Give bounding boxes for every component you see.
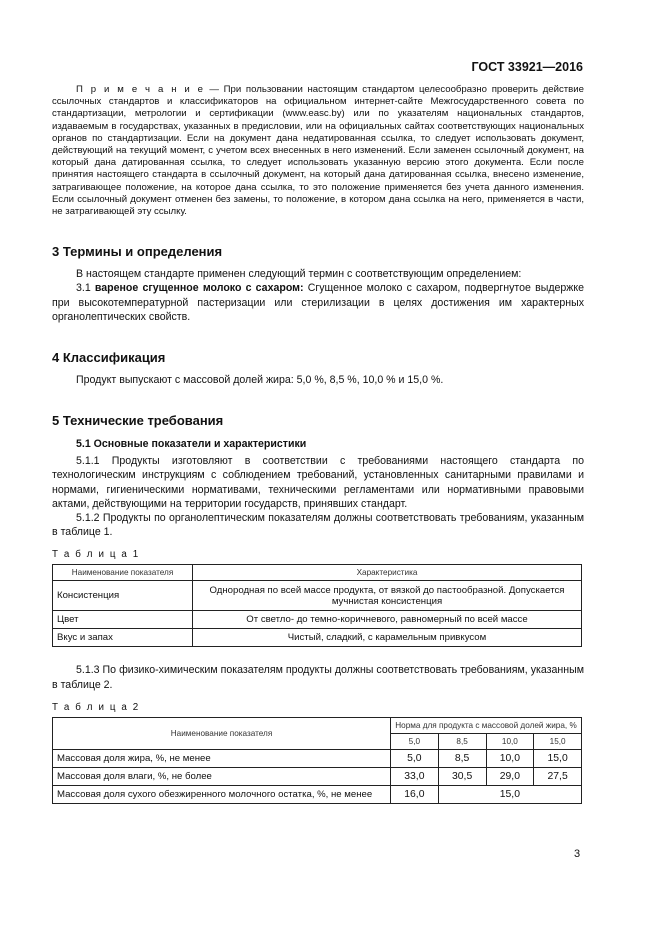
table-cell: 29,0 [486, 767, 534, 785]
section-5-heading: 5 Технические требования [52, 413, 224, 429]
table-cell: Массовая доля влаги, %, не более [53, 767, 391, 785]
table-2-header-norm: Норма для продукта с массовой долей жира, % [391, 717, 582, 733]
table-cell: 16,0 [391, 785, 439, 803]
paragraph-5-1-2: 5.1.2 Продукты по органолептическим показателям должны соответствовать требованиям, указанным в таблице 1. [52, 512, 584, 539]
table-cell: Массовая доля жира, %, не менее [53, 749, 391, 767]
table-cell: Вкус и запах [53, 629, 193, 647]
table-row [53, 785, 582, 803]
table-row [53, 581, 582, 611]
section-3-intro: В настоящем стандарте применен следующий термин с соответствующим определением: [76, 268, 522, 281]
table-cell: 15,0 [438, 785, 581, 803]
table-cell: Чистый, сладкий, с карамельным привкусом [193, 629, 582, 647]
reference-note [52, 84, 584, 218]
fat-column-header: 15,0 [534, 733, 582, 749]
page-body [52, 84, 584, 804]
section-4-text: Продукт выпускают с массовой долей жира: 5,0 %, 8,5 %, 10,0 % и 15,0 %. [76, 374, 444, 387]
fat-column-header: 5,0 [391, 733, 439, 749]
table-cell: 33,0 [391, 767, 439, 785]
table-2 [52, 717, 582, 804]
table-row [53, 749, 582, 767]
note-text: — При пользовании настоящим стандартом целесообразно проверить действие ссылочных стандартов и классификаторов на официальном интернет-сайте Межгосударственного совета по стандартизации, метрологии и сертификации (www.easc.by) или по указателям национальных стандартов, издаваемым в государствах, указанных в предисловии, или на официальных сайтах соответствующих национальных органов по стандартизации. Если на документ дана недатированная ссылка, то следует использовать документ, действующий на текущий момент, с учетом всех внесенных в него изменений. Если заменен ссылочный документ, на который дана датированная ссылка, то следует использовать указанную версию этого документа. Если после принятия настоящего стандарта в ссылочный документ, на который дана датированная ссылка, внесено изменение, затрагивающее положение, на которое дана ссылка, то это положение применяется без учета данного изменения. Если ссылочный документ отменен без замены, то положение, в котором дана ссылка на него, применяется в части, не затрагивающей эту ссылку. [52, 84, 584, 218]
subsection-5-1-heading: 5.1 Основные показатели и характеристики [76, 438, 307, 451]
section-4-heading: 4 Классификация [52, 350, 166, 366]
fat-column-header: 10,0 [486, 733, 534, 749]
term-text: Сгущенное молоко с сахаром, подвергнутое выдержке при высокотемпературной пастеризации или стерилизации в целях достижения им характерных органолептических свойств. [52, 282, 585, 323]
table-cell: Консистенция [53, 581, 193, 611]
table-row [53, 611, 582, 629]
table-cell: 15,0 [534, 749, 582, 767]
table-cell: 5,0 [391, 749, 439, 767]
note-label: П р и м е ч а н и е [76, 84, 205, 95]
table-cell: 30,5 [438, 767, 486, 785]
table-1-header-name: Наименование показателя [53, 565, 193, 581]
table-2-header-name: Наименование показателя [53, 717, 391, 749]
term-name: вареное сгущенное молоко с сахаром: [94, 282, 304, 295]
table-1-header-characteristic: Характеристика [193, 565, 582, 581]
term-definition [52, 281, 584, 324]
paragraph-5-1-1: 5.1.1 Продукты изготовляют в соответствии с требованиями настоящего стандарта по технологическим инструкциям с соблюдением требований, установленных санитарными правилами и нормами, гигиеническими нормативами, техническими регламентами или нормативными правовыми актами, действующими на территории государств, принявших стандарт. [52, 455, 584, 510]
table-1 [52, 564, 582, 647]
fat-column-header: 8,5 [438, 733, 486, 749]
table-cell: Массовая доля сухого обезжиренного молочного остатка, %, не менее [53, 785, 391, 803]
table-1-caption: Т а б л и ц а 1 [52, 549, 140, 561]
page-number: 3 [574, 848, 581, 860]
table-1-header-row [53, 565, 582, 581]
table-cell: Цвет [53, 611, 193, 629]
table-cell: 8,5 [438, 749, 486, 767]
document-id-header: ГОСТ 33921—2016 [471, 60, 583, 74]
table-cell: 10,0 [486, 749, 534, 767]
table-cell: Однородная по всей массе продукта, от вязкой до пастообразной. Допускается мучнистая консистенция [193, 581, 582, 611]
table-2-header-row [53, 717, 582, 733]
paragraph-5-1-3: 5.1.3 По физико-химическим показателям продукты должны соответствовать требованиям, указанным в таблице 2. [52, 664, 584, 691]
term-number: 3.1 [76, 282, 95, 295]
table-2-caption: Т а б л и ц а 2 [52, 701, 140, 713]
table-row [53, 767, 582, 785]
table-cell: 27,5 [534, 767, 582, 785]
table-cell: От светло- до темно-коричневого, равномерный по всей массе [193, 611, 582, 629]
table-row [53, 629, 582, 647]
section-3-heading: 3 Термины и определения [52, 244, 223, 260]
